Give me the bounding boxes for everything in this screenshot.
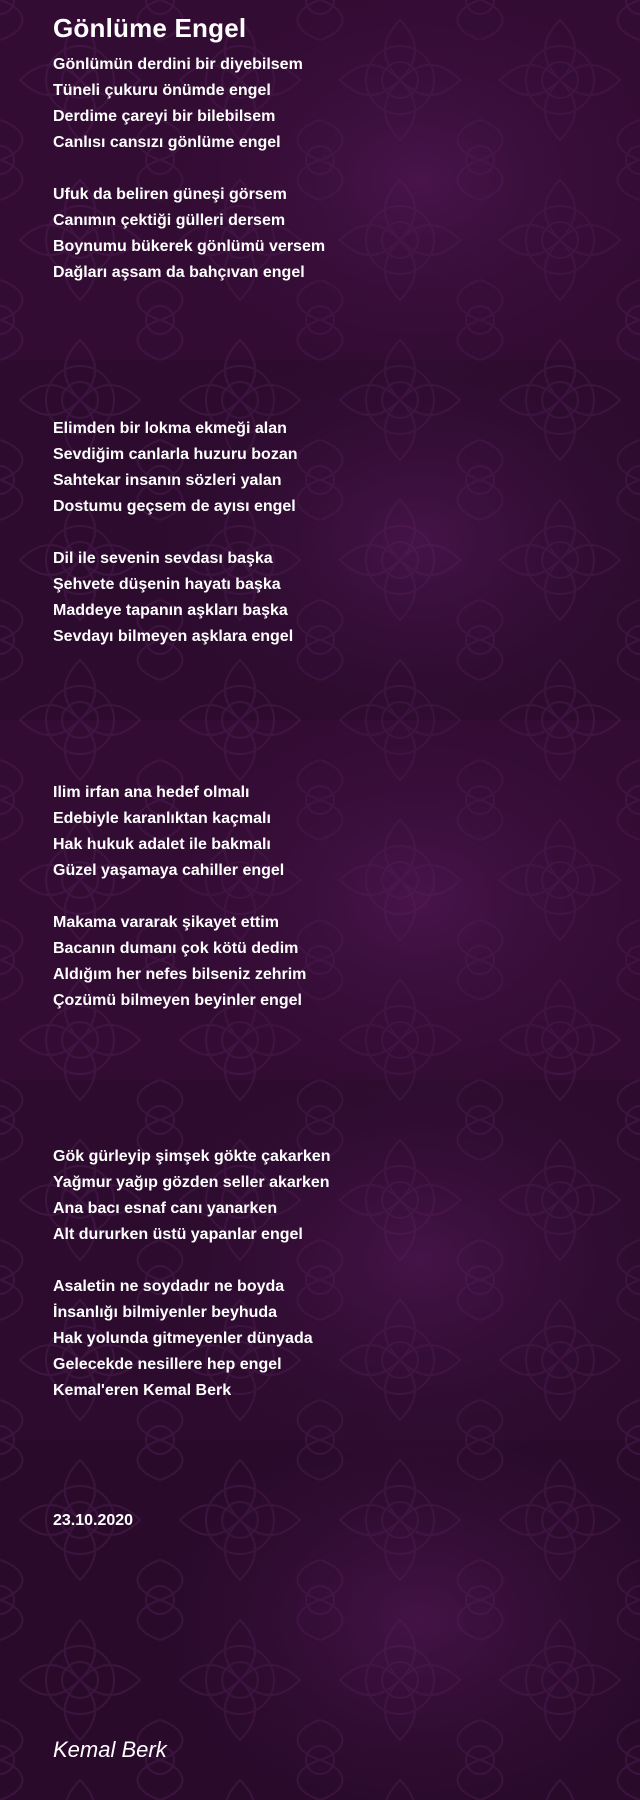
stanza-gap [53, 1118, 613, 1144]
stanza-gap [53, 1248, 613, 1274]
stanza-gap [53, 364, 613, 390]
poem-line: Kemal'eren Kemal Berk [53, 1382, 232, 1399]
poem-line: Dostumu geçsem de ayısı engel [53, 498, 296, 515]
poem-body [53, 52, 613, 1534]
stanza-gap [53, 1092, 613, 1118]
poem-line: Çozümü bilmeyen beyinler engel [53, 992, 302, 1009]
poem-line: Bacanın dumanı çok kötü dedim [53, 940, 299, 957]
poem-line: Hak hukuk adalet ile bakmalı [53, 836, 271, 853]
stanza-gap [53, 754, 613, 780]
stanza-gap [53, 1014, 613, 1040]
poem-line: Sevdayı bilmeyen aşklara engel [53, 628, 294, 645]
poem-line: Ilim irfan ana hedef olmalı [53, 784, 250, 801]
poem-line: Tüneli çukuru önümde engel [53, 82, 271, 99]
poem-line: Derdime çareyi bir bilebilsem [53, 108, 276, 125]
stanza-gap [53, 1040, 613, 1066]
poem-line: Sahtekar insanın sözleri yalan [53, 472, 282, 489]
poem-line: Gök gürleyip şimşek gökte çakarken [53, 1148, 331, 1165]
poem-line: Hak yolunda gitmeyenler dünyada [53, 1330, 313, 1347]
stanza-gap [53, 676, 613, 702]
stanza-gap [53, 1066, 613, 1092]
stanza-gap [53, 702, 613, 728]
poem-line: Boynumu bükerek gönlümü versem [53, 238, 326, 255]
poem-line: Dil ile sevenin sevdası başka [53, 550, 273, 567]
poem-line: Şehvete düşenin hayatı başka [53, 576, 281, 593]
stanza-gap [53, 1482, 613, 1508]
stanza-gap [53, 1430, 613, 1456]
poem-line: Yağmur yağıp gözden seller akarken [53, 1174, 330, 1191]
poem-line: Edebiyle karanlıktan kaçmalı [53, 810, 271, 827]
stanza-gap [53, 338, 613, 364]
poem-line: Elimden bir lokma ekmeği alan [53, 420, 287, 437]
poem-line: Dağları aşsam da bahçıvan engel [53, 264, 305, 281]
poem-title: Gönlüme Engel [53, 13, 247, 43]
poem-line: Canlısı cansızı gönlüme engel [53, 134, 281, 151]
poem-line: Sevdiğim canlarla huzuru bozan [53, 446, 298, 463]
poem-line: Gönlümün derdini bir diyebilsem [53, 56, 303, 73]
stanza-gap [53, 520, 613, 546]
stanza-gap [53, 312, 613, 338]
poem-line: Asaletin ne soydadır ne boyda [53, 1278, 285, 1295]
poem-line: Ufuk da beliren güneşi görsem [53, 186, 287, 203]
author-signature: Kemal Berk [53, 1737, 167, 1762]
poem-line: 23.10.2020 [53, 1512, 134, 1529]
stanza-gap [53, 650, 613, 676]
poem-line: Ana bacı esnaf canı yanarken [53, 1200, 278, 1217]
poem-line: Gelecekde nesillere hep engel [53, 1356, 282, 1373]
stanza-gap [53, 1404, 613, 1430]
stanza-gap [53, 156, 613, 182]
poem-line: Güzel yaşamaya cahiller engel [53, 862, 285, 879]
poem-line: Makama vararak şikayet ettim [53, 914, 279, 931]
stanza-gap [53, 286, 613, 312]
stanza-gap [53, 390, 613, 416]
poem-container [53, 10, 613, 1534]
poem-line: Canımın çektiği gülleri dersem [53, 212, 286, 229]
stanza-gap [53, 1456, 613, 1482]
poem-line: Maddeye tapanın aşkları başka [53, 602, 288, 619]
stanza-gap [53, 884, 613, 910]
poem-line: Aldığım her nefes bilseniz zehrim [53, 966, 307, 983]
poem-line: Alt dururken üstü yapanlar engel [53, 1226, 303, 1243]
poem-line: İnsanlığı bilmiyenler beyhuda [53, 1304, 278, 1321]
stanza-gap [53, 728, 613, 754]
